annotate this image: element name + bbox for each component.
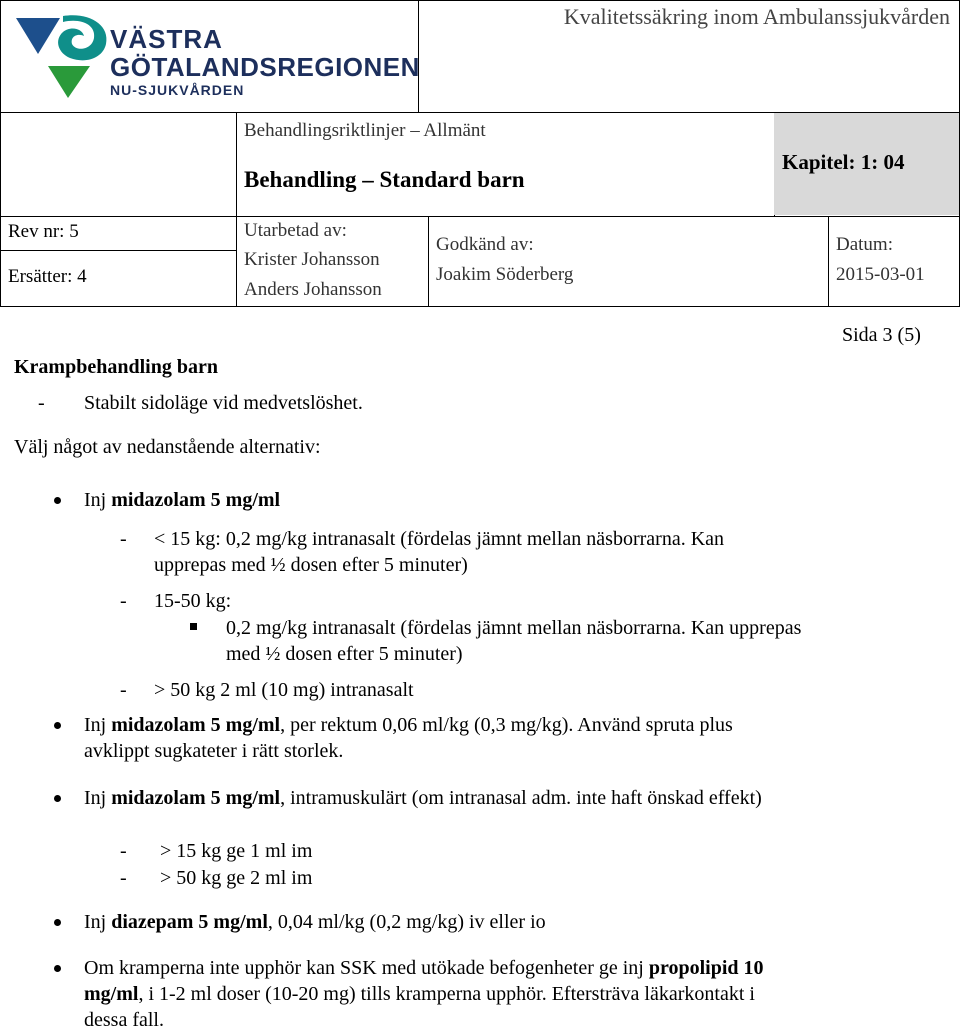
list-item-3-heading: Inj midazolam 5 mg/ml, intramuskulärt (om intranasal adm. inte haft önskad effekt): [84, 787, 762, 809]
organization-logo: [8, 6, 418, 106]
item-1-sub-2: 15-50 kg:: [154, 590, 232, 612]
prepared-by-label: Utarbetad av:: [244, 220, 347, 241]
item-1-sub-1-line-2: upprepas med ½ dosen efter 5 minuter): [154, 554, 468, 576]
item-1-sub-2a-line-2: med ½ dosen efter 5 minuter): [226, 643, 463, 665]
revision-number: Rev nr: 5: [8, 221, 79, 242]
frame-col-date: [828, 216, 829, 307]
item-1-sub-3: > 50 kg 2 ml (10 mg) intranasalt: [154, 679, 414, 701]
dash: -: [120, 590, 127, 612]
list-bullet: [54, 722, 61, 729]
list-item-1-heading: Inj midazolam 5 mg/ml: [84, 489, 281, 511]
replaces-version: Ersätter: 4: [8, 266, 87, 287]
frame-line-3: [0, 306, 960, 307]
item-1-sub-2a-line-1: 0,2 mg/kg intranasalt (fördelas jämnt mellan näsborrarna. Kan upprepas: [226, 617, 802, 639]
date-label: Datum:: [836, 234, 893, 255]
intro-dash: -: [38, 392, 45, 414]
document-title: Kvalitetssäkring inom Ambulanssjukvården: [563, 4, 950, 29]
list-item-5-line-3: dessa fall.: [84, 1009, 164, 1031]
list-bullet: [54, 919, 61, 926]
intro-text: Stabilt sidoläge vid medvetslöshet.: [84, 392, 363, 414]
frame-col-1: [236, 112, 237, 307]
prepared-by-name-2: Anders Johansson: [244, 279, 382, 300]
list-bullet: [54, 795, 61, 802]
square-bullet: [190, 623, 197, 630]
approved-by-label: Godkänd av:: [436, 234, 534, 255]
dash: -: [120, 840, 127, 862]
list-item-5-line-2: mg/ml, i 1-2 ml doser (10-20 mg) tills kramperna upphör. Eftersträva läkarkontakt i: [84, 983, 755, 1005]
list-item-2-line-1: Inj midazolam 5 mg/ml, per rektum 0,06 ml/kg (0,3 mg/kg). Använd spruta plus: [84, 714, 733, 736]
list-bullet: [54, 497, 61, 504]
list-item-5-line-1: Om kramperna inte upphör kan SSK med utökade befogenheter ge inj propolipid 10: [84, 957, 764, 979]
org-name-line3: NU-SJUKVÅRDEN: [110, 82, 245, 98]
item-3-sub-1: > 15 kg ge 1 ml im: [160, 840, 313, 862]
frame-line-2: [0, 216, 960, 217]
section-title: Krampbehandling barn: [14, 356, 218, 378]
chapter-label: Kapitel: 1: 04: [782, 150, 905, 174]
org-name-line1: VÄSTRA: [110, 24, 223, 54]
org-name-line2: GÖTALANDSREGIONEN: [110, 52, 420, 82]
dash: -: [120, 867, 127, 889]
category-label: Behandlingsriktlinjer – Allmänt: [244, 120, 486, 141]
dash: -: [120, 679, 127, 701]
dash: -: [120, 528, 127, 550]
list-bullet: [54, 965, 61, 972]
frame-col-2: [428, 216, 429, 307]
approved-by-name: Joakim Söderberg: [436, 264, 574, 285]
frame-top: [0, 0, 960, 1]
subject-title: Behandling – Standard barn: [244, 167, 525, 192]
frame-rev-divider: [0, 250, 236, 251]
item-3-sub-2: > 50 kg ge 2 ml im: [160, 867, 313, 889]
frame-left: [0, 0, 1, 307]
choose-alternative-text: Välj något av nedanstående alternativ:: [14, 436, 321, 458]
prepared-by-name-1: Krister Johansson: [244, 249, 380, 270]
date-value: 2015-03-01: [836, 264, 925, 285]
list-item-4: Inj diazepam 5 mg/ml, 0,04 ml/kg (0,2 mg/kg) iv eller io: [84, 911, 546, 933]
page-number: Sida 3 (5): [842, 324, 921, 346]
logo-mark-icon: [8, 6, 118, 106]
item-1-sub-1-line-1: < 15 kg: 0,2 mg/kg intranasalt (fördelas jämnt mellan näsborrarna. Kan: [154, 528, 725, 550]
list-item-2-line-2: avklippt sugkateter i rätt storlek.: [84, 740, 344, 762]
